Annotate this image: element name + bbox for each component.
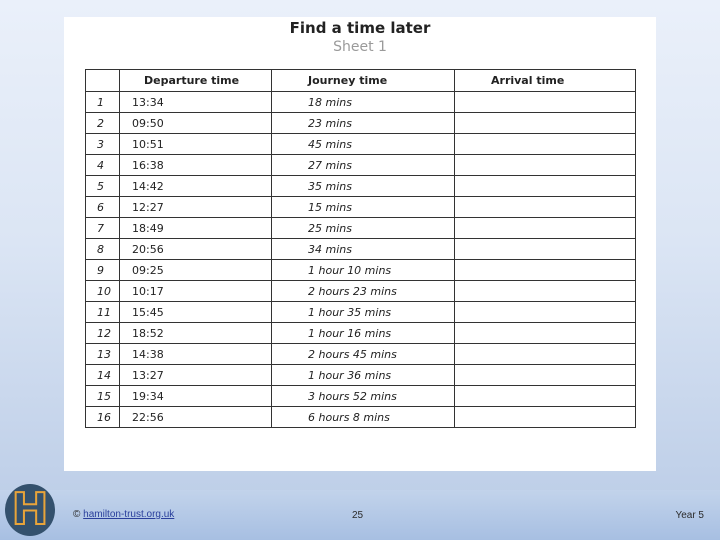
journey-time-cell: 2 hours 45 mins <box>272 344 455 365</box>
table-row <box>86 260 636 281</box>
journey-time-cell: 2 hours 23 mins <box>272 281 455 302</box>
row-number: 6 <box>86 197 120 218</box>
arrival-time-cell <box>455 281 636 302</box>
departure-time-cell: 13:27 <box>120 365 272 386</box>
row-number: 4 <box>86 155 120 176</box>
year-label: Year 5 <box>675 510 704 521</box>
table-row <box>86 344 636 365</box>
copyright-link[interactable]: hamilton-trust.org.uk <box>83 509 175 520</box>
worksheet <box>64 17 656 471</box>
departure-time-cell: 13:34 <box>120 92 272 113</box>
arrival-time-cell <box>455 197 636 218</box>
departure-time-cell: 18:49 <box>120 218 272 239</box>
row-number: 9 <box>86 260 120 281</box>
table-row <box>86 176 636 197</box>
departure-time-cell: 12:27 <box>120 197 272 218</box>
journey-time-cell: 35 mins <box>272 176 455 197</box>
table-row <box>86 281 636 302</box>
departure-time-cell: 14:38 <box>120 344 272 365</box>
table-row <box>86 134 636 155</box>
row-number: 11 <box>86 302 120 323</box>
row-number: 7 <box>86 218 120 239</box>
journey-time-cell: 1 hour 36 mins <box>272 365 455 386</box>
journey-time-cell: 23 mins <box>272 113 455 134</box>
arrival-time-cell <box>455 365 636 386</box>
departure-time-cell: 10:51 <box>120 134 272 155</box>
arrival-time-cell <box>455 344 636 365</box>
table-header-row <box>86 70 636 92</box>
departure-time-cell: 18:52 <box>120 323 272 344</box>
arrival-time-cell <box>455 155 636 176</box>
header-departure-time: Departure time <box>120 70 272 92</box>
table-row <box>86 218 636 239</box>
journey-time-cell: 45 mins <box>272 134 455 155</box>
copyright-symbol: © <box>73 509 81 520</box>
row-number: 5 <box>86 176 120 197</box>
journey-time-cell: 6 hours 8 mins <box>272 407 455 428</box>
departure-time-cell: 14:42 <box>120 176 272 197</box>
row-number: 14 <box>86 365 120 386</box>
departure-time-cell: 22:56 <box>120 407 272 428</box>
table-row <box>86 323 636 344</box>
header-arrival-time: Arrival time <box>455 70 636 92</box>
row-number: 15 <box>86 386 120 407</box>
table-row <box>86 302 636 323</box>
journey-time-cell: 18 mins <box>272 92 455 113</box>
copyright <box>73 509 174 520</box>
row-number: 1 <box>86 92 120 113</box>
arrival-time-cell <box>455 323 636 344</box>
departure-time-cell: 19:34 <box>120 386 272 407</box>
arrival-time-cell <box>455 218 636 239</box>
arrival-time-cell <box>455 92 636 113</box>
table-row <box>86 155 636 176</box>
table-row <box>86 92 636 113</box>
table-row <box>86 113 636 134</box>
departure-time-cell: 15:45 <box>120 302 272 323</box>
arrival-time-cell <box>455 386 636 407</box>
journey-time-cell: 15 mins <box>272 197 455 218</box>
header-journey-time: Journey time <box>272 70 455 92</box>
departure-time-cell: 10:17 <box>120 281 272 302</box>
row-number: 13 <box>86 344 120 365</box>
departure-time-cell: 16:38 <box>120 155 272 176</box>
journey-time-cell: 3 hours 52 mins <box>272 386 455 407</box>
arrival-time-cell <box>455 113 636 134</box>
arrival-time-cell <box>455 239 636 260</box>
journey-time-cell: 1 hour 35 mins <box>272 302 455 323</box>
row-number: 8 <box>86 239 120 260</box>
header-number <box>86 70 120 92</box>
worksheet-subtitle: Sheet 1 <box>333 39 387 55</box>
arrival-time-cell <box>455 134 636 155</box>
row-number: 10 <box>86 281 120 302</box>
row-number: 12 <box>86 323 120 344</box>
departure-time-cell: 20:56 <box>120 239 272 260</box>
row-number: 3 <box>86 134 120 155</box>
journey-time-cell: 1 hour 10 mins <box>272 260 455 281</box>
table-body <box>86 92 636 428</box>
table-row <box>86 407 636 428</box>
journey-time-cell: 1 hour 16 mins <box>272 323 455 344</box>
page-number: 25 <box>352 510 364 521</box>
logo-letter: H <box>11 484 49 535</box>
journey-time-cell: 27 mins <box>272 155 455 176</box>
arrival-time-cell <box>455 302 636 323</box>
departure-time-cell: 09:25 <box>120 260 272 281</box>
arrival-time-cell <box>455 260 636 281</box>
journey-time-cell: 34 mins <box>272 239 455 260</box>
table-row <box>86 365 636 386</box>
journey-time-cell: 25 mins <box>272 218 455 239</box>
arrival-time-cell <box>455 176 636 197</box>
arrival-time-cell <box>455 407 636 428</box>
table-row <box>86 197 636 218</box>
departure-time-cell: 09:50 <box>120 113 272 134</box>
times-table <box>85 69 636 428</box>
row-number: 16 <box>86 407 120 428</box>
table-row <box>86 239 636 260</box>
worksheet-title: Find a time later <box>289 19 431 37</box>
table-row <box>86 386 636 407</box>
hamilton-logo-icon <box>5 484 55 536</box>
row-number: 2 <box>86 113 120 134</box>
